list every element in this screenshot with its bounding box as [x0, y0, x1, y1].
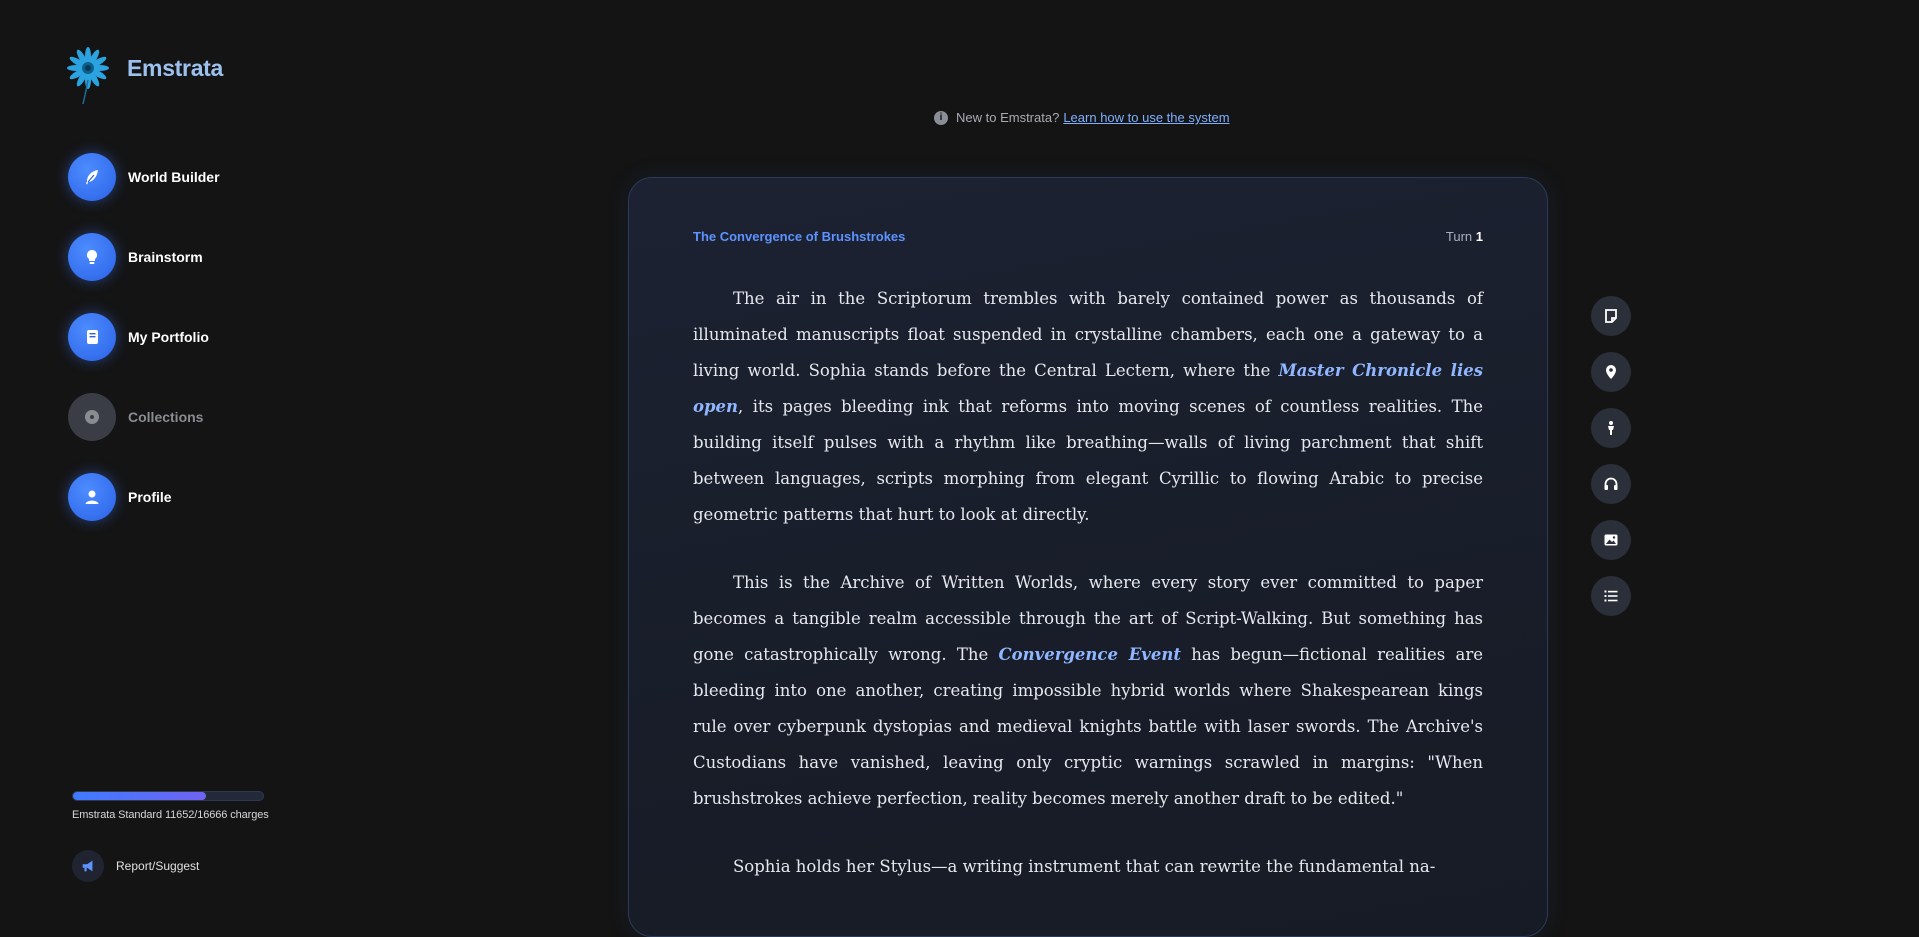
list-icon [1603, 588, 1619, 604]
disc-icon [83, 408, 101, 426]
lightbulb-icon-button[interactable] [68, 233, 116, 281]
story-highlight: Master Chronicle lies open [693, 361, 1483, 416]
sidebar-item-label: World Builder [128, 169, 220, 185]
feather-icon [83, 168, 101, 186]
story-title: The Convergence of Brushstrokes [693, 229, 906, 244]
usage-text: Emstrata Standard 11652/16666 charges [72, 809, 269, 821]
info-icon: i [934, 111, 948, 125]
notice-text: New to Emstrata? [956, 110, 1060, 125]
usage-meter [72, 791, 269, 821]
paragraph-text: This is the Archive of Written Worlds, where every story ever committed to paper becomes a tangible realm accessible through the art of Script-Walking. But something has gone catastrophically wrong. The [693, 573, 1483, 664]
lightbulb-icon [83, 248, 101, 266]
user-icon [83, 488, 101, 506]
audio-button[interactable] [1591, 464, 1631, 504]
book-icon-button[interactable] [68, 313, 116, 361]
images-button[interactable] [1591, 520, 1631, 560]
story-toolbar [1591, 296, 1631, 632]
story-paragraph [693, 849, 1483, 885]
map-pin-icon [1603, 364, 1619, 380]
story-header [693, 229, 1483, 244]
app-name: Emstrata [127, 54, 224, 81]
locations-button[interactable] [1591, 352, 1631, 392]
logo[interactable] [66, 46, 223, 106]
story-card [628, 177, 1548, 937]
onboarding-notice [934, 110, 1230, 125]
sidebar-nav [68, 153, 220, 553]
paragraph-text: has begun—fictional realities are bleeding into one another, creating impossible hybrid worlds where Shakespearean kings rule over cyberpunk dystopias and medieval knights battle with laser swords. The Archive's Custodians have vanished, leaving only cryptic warnings scrawled in margins: "When brushstrokes achieve perfection, reality becomes merely another draft to be edited." [693, 645, 1483, 808]
image-icon [1603, 532, 1619, 548]
paragraph-text: Sophia holds her Stylus—a writing instrument that can rewrite the fundamental na- [733, 857, 1436, 876]
turn-label: Turn [1445, 229, 1473, 244]
sidebar-item-label: Brainstorm [128, 249, 203, 265]
character-icon [1603, 420, 1619, 436]
note-icon [1603, 308, 1619, 324]
feather-icon-button[interactable] [68, 153, 116, 201]
sidebar-item-world-builder[interactable] [68, 153, 220, 201]
sidebar-item-my-portfolio[interactable] [68, 313, 220, 361]
paragraph-text: , its pages bleeding ink that reforms into moving scenes of countless realities. The building itself pulses with a rhythm like breathing—walls of living parchment that shift between languages, scripts morphing from elegant Cyrillic to flowing Arabic to precise geometric patterns that hurt to look at directly. [693, 397, 1483, 524]
turn-indicator [1446, 229, 1483, 244]
story-highlight: Convergence Event [998, 645, 1181, 664]
sidebar-item-label: Collections [128, 409, 204, 425]
story-text [693, 281, 1483, 917]
turn-number: 1 [1475, 229, 1483, 244]
report-suggest-label: Report/Suggest [116, 859, 200, 873]
usage-progress-bar [72, 791, 264, 801]
sidebar-item-profile[interactable] [68, 473, 220, 521]
headphones-icon [1603, 476, 1619, 492]
megaphone-icon-wrap [72, 850, 104, 882]
sidebar-item-brainstorm[interactable] [68, 233, 220, 281]
paragraph-text: The air in the Scriptorum trembles with barely contained power as thousands of illuminated manuscripts float suspended in crystalline chambers, each one a gateway to a living world. Sophia stands before the Central Lectern, where the [693, 289, 1483, 380]
sidebar [0, 0, 300, 913]
sidebar-item-label: My Portfolio [128, 329, 209, 345]
book-icon [83, 328, 101, 346]
report-suggest-button[interactable] [72, 850, 199, 882]
learn-how-link[interactable]: Learn how to use the system [1063, 110, 1230, 125]
usage-progress-fill [73, 792, 206, 800]
sidebar-item-label: Profile [128, 489, 172, 505]
user-icon-button[interactable] [68, 473, 116, 521]
notes-button[interactable] [1591, 296, 1631, 336]
list-button[interactable] [1591, 576, 1631, 616]
flower-logo-icon [66, 46, 110, 106]
sidebar-item-collections[interactable] [68, 393, 220, 441]
megaphone-icon [80, 858, 96, 874]
story-paragraph [693, 565, 1483, 817]
characters-button[interactable] [1591, 408, 1631, 448]
disc-icon-button[interactable] [68, 393, 116, 441]
story-paragraph [693, 281, 1483, 533]
